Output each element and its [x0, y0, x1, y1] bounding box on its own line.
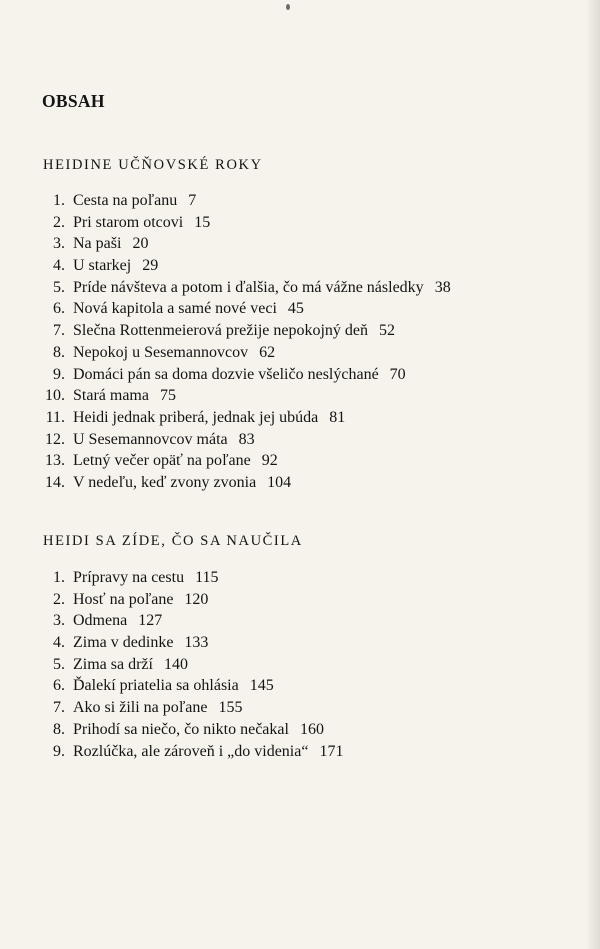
chapter-number: 12. [45, 430, 65, 448]
chapter-title-line [73, 589, 208, 611]
chapter-title-line [73, 697, 242, 719]
chapter-page-number: 115 [195, 569, 219, 586]
chapter-title-line [73, 632, 208, 654]
chapter-number: 5. [53, 655, 65, 673]
chapter-title: Prípravy na cestu [73, 569, 185, 586]
chapter-page-number: 52 [379, 322, 396, 340]
chapter-title: Ako si žili na poľane [73, 699, 208, 717]
chapter-title: Rozlúčka, ale zároveň i „do videnia“ [73, 742, 309, 760]
chapter-title-line [73, 342, 275, 364]
chapter-title-line [73, 298, 304, 320]
chapter-page-number: 45 [287, 300, 304, 318]
chapter-page-number: 160 [299, 720, 324, 738]
chapter-title-line [73, 450, 278, 472]
chapter-title: Zima sa drží [73, 655, 153, 673]
chapter-title: Nepokoj u Sesemannovcov [73, 343, 249, 361]
chapter-title: Na paši [73, 235, 122, 253]
chapter-page-number: 70 [389, 365, 406, 383]
chapter-number: 14. [45, 473, 65, 491]
chapter-page-number: 133 [184, 634, 209, 652]
chapter-page-number: 29 [142, 257, 159, 275]
chapter-title-line [73, 610, 162, 632]
chapter-title: Pri starom otcovi [73, 213, 184, 231]
chapter-number: 2. [53, 213, 65, 231]
chapter-title: Domáci pán sa doma dozvie všeličo neslýchané [73, 365, 379, 383]
chapter-number: 7. [53, 322, 65, 340]
section-heading-2: HEIDI SA ZÍDE, ČO SA NAUČILA [43, 533, 303, 549]
chapter-page-number: 7 [188, 192, 197, 209]
chapter-page-number: 83 [238, 430, 255, 448]
chapter-page-number: 92 [261, 452, 278, 470]
chapter-page-number: 104 [267, 473, 292, 491]
chapter-number: 7. [53, 699, 65, 717]
page-title: OBSAH [42, 91, 105, 111]
chapter-number: 4. [53, 634, 65, 652]
chapter-title-line [73, 320, 395, 342]
chapter-page-number: 38 [434, 278, 451, 296]
chapter-title: V nedeľu, keď zvony zvonia [73, 473, 257, 491]
chapter-number: 6. [53, 300, 65, 318]
chapter-title: U Sesemannovcov máta [73, 430, 228, 448]
chapter-number: 8. [53, 720, 65, 738]
chapter-title: Zima v dedinke [73, 634, 174, 652]
chapter-page-number: 140 [163, 655, 188, 673]
chapter-title: Hosť na poľane [73, 590, 174, 608]
chapter-title-line [73, 190, 196, 212]
chapter-title-line [73, 212, 210, 234]
chapter-page-number: 171 [319, 742, 344, 760]
chapter-title-line [73, 675, 274, 697]
chapter-number: 13. [45, 452, 65, 470]
chapter-number: 1. [53, 569, 65, 586]
chapter-page-number: 15 [194, 213, 211, 231]
chapter-number: 9. [53, 365, 65, 383]
chapter-title-line [73, 364, 406, 386]
chapter-title: U starkej [73, 257, 132, 275]
chapter-number: 9. [53, 742, 65, 760]
chapter-title: Nová kapitola a samé nové veci [73, 300, 277, 318]
chapter-number: 11. [45, 408, 65, 426]
chapter-title-line [73, 654, 188, 676]
chapter-title: Odmena [73, 612, 128, 630]
chapter-title: Príde návšteva a potom i ďalšia, čo má vážne následky [73, 278, 424, 296]
chapter-title-line [73, 385, 176, 407]
chapter-number: 3. [53, 235, 65, 253]
chapter-number: 4. [53, 257, 65, 275]
chapter-title-line [73, 277, 451, 299]
chapter-number: 3. [53, 612, 65, 630]
chapter-title: Letný večer opäť na poľane [73, 452, 251, 470]
chapter-page-number: 155 [218, 699, 243, 717]
chapter-title: Stará mama [73, 387, 149, 405]
chapter-page-number: 127 [138, 612, 163, 630]
chapter-number: 8. [53, 343, 65, 361]
chapter-title: Ďalekí priatelia sa ohlásia [73, 677, 239, 695]
chapter-page-number: 20 [132, 235, 149, 253]
chapter-title-line [73, 429, 255, 451]
chapter-title: Cesta na poľanu [73, 192, 178, 209]
chapter-number: 10. [45, 387, 65, 405]
chapter-number: 1. [53, 192, 65, 209]
paper-speck [286, 4, 290, 10]
chapter-page-number: 81 [329, 408, 346, 426]
section-heading-1: HEIDINE UČŇOVSKÉ ROKY [43, 157, 263, 173]
chapter-title-line [73, 255, 158, 277]
chapter-title: Slečna Rottenmeierová prežije nepokojný deň [73, 322, 369, 340]
chapter-title-line [73, 741, 343, 763]
chapter-number: 6. [53, 677, 65, 695]
chapter-title-line [73, 472, 291, 494]
chapter-page-number: 120 [184, 590, 209, 608]
page-edge-shadow [586, 0, 600, 949]
chapter-page-number: 145 [249, 677, 274, 695]
chapter-title-line [73, 407, 345, 429]
chapter-title-line [73, 719, 324, 741]
chapter-title-line [73, 567, 218, 589]
chapter-title-line [73, 233, 148, 255]
chapter-page-number: 75 [159, 387, 176, 405]
chapter-number: 2. [53, 590, 65, 608]
chapter-title: Heidi jednak priberá, jednak jej ubúda [73, 408, 319, 426]
chapter-number: 5. [53, 278, 65, 296]
chapter-page-number: 62 [259, 343, 276, 361]
chapter-title: Prihodí sa niečo, čo nikto nečakal [73, 720, 289, 738]
